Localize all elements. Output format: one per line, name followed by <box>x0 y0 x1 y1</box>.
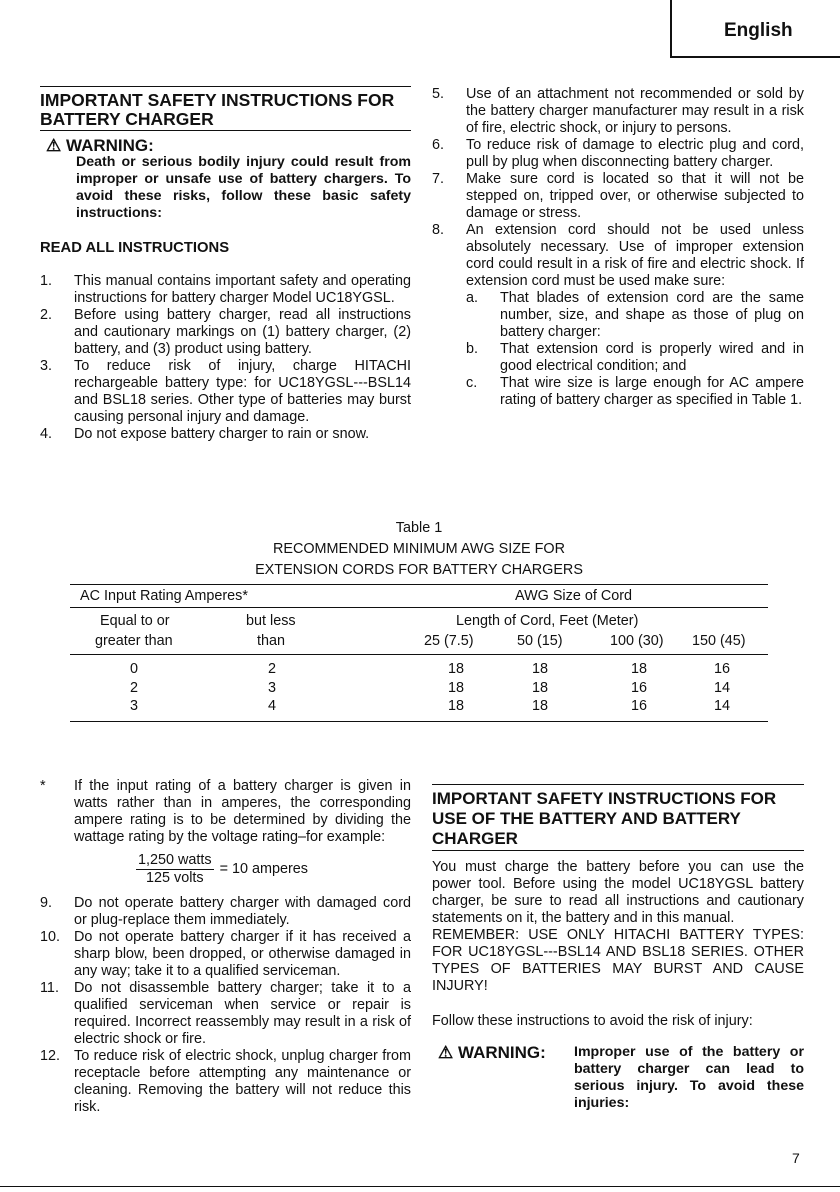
warning-label: ⚠ WARNING: <box>438 1043 546 1062</box>
language-tab <box>670 0 840 58</box>
table-title-line-1: RECOMMENDED MINIMUM AWG SIZE FOR <box>272 541 566 557</box>
table-cell: 18 <box>448 680 465 696</box>
list-item: 3. To reduce risk of injury, charge HITACHI rechargeable battery type: for UC18YGSL---BSL14 and BSL18 series. Other type of batteries may burst causing personal injury and damage. <box>40 358 411 425</box>
fraction-result: = 10 amperes <box>219 861 309 877</box>
list-item: 11. Do not disassemble battery charger; take it to a qualified serviceman when service or repair is required. Incorrect reassembly may result in a risk of electric shock or fire. <box>40 980 411 1047</box>
awg-table <box>70 518 768 722</box>
table-cell: 18 <box>631 661 648 677</box>
sub-list-item: a. That blades of extension cord are the same number, size, and shape as those of plug on battery charger: <box>466 290 804 340</box>
table-cell: 18 <box>448 661 465 677</box>
sub-list-item: b. That extension cord is properly wired and in good electrical condition; and <box>466 341 804 374</box>
remember-paragraph: REMEMBER: USE ONLY HITACHI BATTERY TYPES: FOR UC18YGSL---BSL14 AND BSL18 SERIES. OTHER TYPES OF BATTERIES MAY BURST AND CAUSE INJURY! <box>432 927 804 994</box>
table-col-150: 150 (45) <box>692 633 746 649</box>
warning-text: Death or serious bodily injury could result from improper or unsafe use of battery chargers. To avoid these risks, follow these basic safety instructions: <box>76 154 411 221</box>
list-item: 10. Do not operate battery charger if it has received a sharp blow, been dropped, or otherwise damaged in any way; take it to a qualified serviceman. <box>40 929 411 979</box>
table-cell: 3 <box>130 698 139 714</box>
page-number: 7 <box>792 1150 800 1166</box>
fraction-denominator: 125 volts <box>146 870 204 886</box>
list-item: 6. To reduce risk of damage to electric plug and cord, pull by plug when disconnecting battery charger. <box>432 137 804 170</box>
table-cell: 16 <box>714 661 731 677</box>
fraction <box>136 852 214 887</box>
table-body <box>70 655 768 721</box>
table-subhead-length: Length of Cord, Feet (Meter) <box>456 613 639 629</box>
table-subhead-equal-2: greater than <box>95 633 173 649</box>
language-label: English <box>724 20 793 41</box>
table-col-50: 50 (15) <box>517 633 563 649</box>
table-cell: 16 <box>631 680 648 696</box>
warning-text: Improper use of the battery or battery charger can lead to serious injury. To avoid these injuries: <box>574 1044 804 1111</box>
table-head-row <box>70 585 768 607</box>
warning-box <box>432 1044 804 1112</box>
bottom-rule <box>0 1186 840 1187</box>
table-rule-bottom <box>70 721 768 722</box>
list-item: 9. Do not operate battery charger with damaged cord or plug-replace them immediately. <box>40 895 411 928</box>
left-column <box>40 86 411 443</box>
table-cell: 18 <box>532 680 549 696</box>
formula <box>136 852 411 887</box>
table-head-amperes: AC Input Rating Amperes* <box>80 588 248 604</box>
table-cell: 18 <box>532 661 549 677</box>
table-cell: 14 <box>714 680 731 696</box>
table-cell: 2 <box>130 680 139 696</box>
table-caption: Table 1 <box>395 520 443 536</box>
table-cell: 18 <box>448 698 465 714</box>
list-item: 12. To reduce risk of electric shock, unplug charger from receptacle before attempting any maintenance or cleaning. Removing the battery will not reduce this risk. <box>40 1048 411 1115</box>
lower-right-column <box>432 784 804 1112</box>
follow-instructions: Follow these instructions to avoid the risk of injury: <box>432 1013 753 1029</box>
table-col-100: 100 (30) <box>610 633 664 649</box>
list-item: 8. An extension cord should not be used unless absolutely necessary. Use of improper extension cord could result in a risk of fire and electric shock. If extension cord must be used make sure: <box>432 222 804 289</box>
table-cell: 16 <box>631 698 648 714</box>
table-cell: 0 <box>130 661 139 677</box>
table-cell: 3 <box>268 680 277 696</box>
table-cell: 14 <box>714 698 731 714</box>
lower-left-column <box>40 778 411 1116</box>
read-all-instructions: READ ALL INSTRUCTIONS <box>40 240 230 256</box>
section-heading-battery: IMPORTANT SAFETY INSTRUCTIONS FOR USE OF THE BATTERY AND BATTERY CHARGER <box>432 784 804 851</box>
table-subhead <box>70 608 768 654</box>
table-col-25: 25 (7.5) <box>424 633 474 649</box>
table-subhead-less-1: but less <box>246 613 296 629</box>
list-item: 7. Make sure cord is located so that it will not be stepped on, tripped over, or otherwise subjected to damage or stress. <box>432 171 804 221</box>
table-subhead-equal-1: Equal to or <box>100 613 170 629</box>
table-cell: 18 <box>532 698 549 714</box>
table-title-line-2: EXTENSION CORDS FOR BATTERY CHARGERS <box>255 562 583 578</box>
table-cell: 4 <box>268 698 277 714</box>
table-subhead-less-2: than <box>257 633 286 649</box>
section-heading-charger: IMPORTANT SAFETY INSTRUCTIONS FOR BATTERY CHARGER <box>40 86 411 131</box>
table-head-awg: AWG Size of Cord <box>515 588 633 604</box>
list-item: 1. This manual contains important safety and operating instructions for battery charger Model UC18YGSL. <box>40 273 411 306</box>
intro-paragraph: You must charge the battery before you can use the power tool. Before using the model UC18YGSL battery charger, be sure to read all instructions and cautionary statements on it, the battery and in this manual. <box>432 859 804 926</box>
footnote: * If the input rating of a battery charger is given in watts rather than in amperes, the corresponding ampere rating is to be determined by dividing the wattage rating by the voltage rating–for example: <box>40 778 411 845</box>
fraction-numerator: 1,250 watts <box>138 852 212 868</box>
list-item: 5. Use of an attachment not recommended or sold by the battery charger manufacturer may result in a risk of fire, electric shock, or injury to persons. <box>432 86 804 136</box>
list-item: 4. Do not expose battery charger to rain or snow. <box>40 426 370 442</box>
list-item: 2. Before using battery charger, read all instructions and cautionary markings on (1) battery charger, (2) battery, and (3) product using battery. <box>40 307 411 357</box>
right-column <box>432 86 804 409</box>
warning-label: ⚠ WARNING: <box>46 136 154 155</box>
table-cell: 2 <box>268 661 277 677</box>
sub-list-item: c. That wire size is large enough for AC ampere rating of battery charger as specified in Table 1. <box>466 375 804 408</box>
